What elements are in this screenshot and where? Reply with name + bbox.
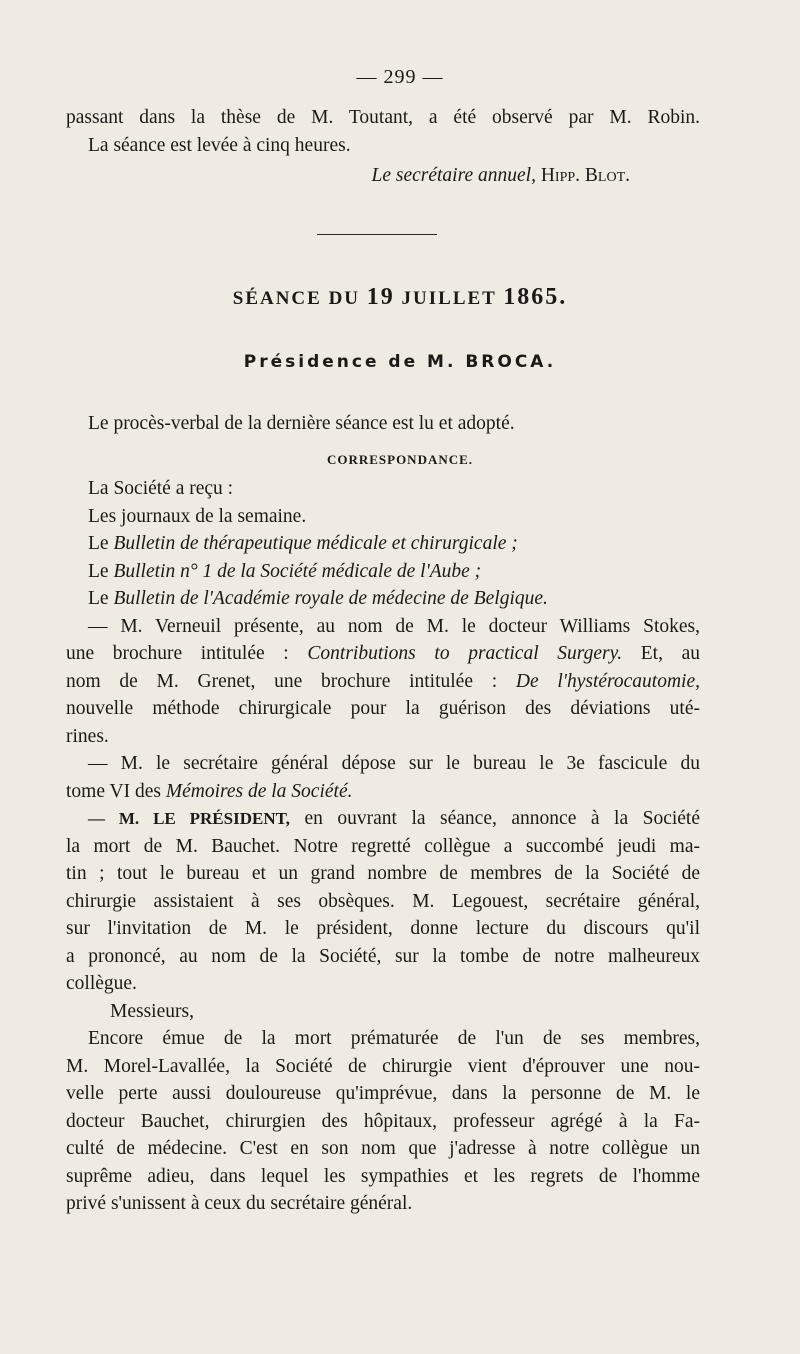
text-span: une brochure intitulée : xyxy=(66,643,289,664)
text-line: docteur Bauchet, chirurgien des hôpitaux, professeur agrégé à la Fa- xyxy=(66,1110,700,1132)
signature xyxy=(66,162,700,190)
text-line xyxy=(66,640,700,668)
text-line: culté de médecine. C'est en son nom que j'adresse à notre collègue un xyxy=(66,1138,700,1159)
text-span: Et, au xyxy=(640,643,701,664)
body-text xyxy=(66,475,700,1218)
text-line: rines. xyxy=(66,725,109,747)
signature-role: Le secrétaire annuel, xyxy=(371,165,536,186)
text-line xyxy=(66,778,700,806)
text-span: Le xyxy=(88,533,109,554)
session-day: 19 xyxy=(366,284,395,310)
correspondence-heading: CORRESPONDANCE. xyxy=(326,452,474,467)
text-line: privé s'unissent à ceux du secrétaire général. xyxy=(66,1193,413,1214)
top-paragraph xyxy=(66,104,700,190)
page-number: — 299 — xyxy=(356,66,444,88)
text-line: — M. Verneuil présente, au nom de M. le docteur Williams Stokes, xyxy=(88,615,700,637)
text-line: collègue. xyxy=(66,973,137,994)
president-label: — M. LE PRÉSIDENT, xyxy=(88,809,290,828)
text-line: tin ; tout le bureau et un grand nombre de membres de la Société de xyxy=(66,863,700,884)
text-line: Les journaux de la semaine. xyxy=(88,505,307,527)
minutes-paragraph xyxy=(66,410,700,438)
text-line: suprême adieu, dans lequel les sympathies et les regrets de l'homme xyxy=(66,1165,700,1187)
publication-title: De l'hystérocautomie, xyxy=(515,670,701,692)
speech-salutation: Messieurs, xyxy=(110,1000,194,1022)
section-divider xyxy=(317,234,437,235)
text-line: nouvelle méthode chirurgicale pour la guérison des déviations uté- xyxy=(66,698,700,719)
text-line: a prononcé, au nom de la Société, sur la tombe de notre malheureux xyxy=(66,945,700,967)
text-line: sur l'invitation de M. le président, donne lecture du discours qu'il xyxy=(66,918,700,939)
session-prefix: SÉANCE DU xyxy=(232,288,361,309)
text-line: velle perte aussi douloureuse qu'imprévue, dans la personne de M. le xyxy=(66,1083,700,1104)
text-line: la mort de M. Bauchet. Notre regretté collègue a succombé jeudi ma- xyxy=(66,835,700,857)
publication-title: Mémoires de la Société. xyxy=(165,780,353,802)
text-line: M. Morel-Lavallée, la Société de chirurgie vient d'éprouver une nou- xyxy=(66,1055,700,1077)
text-line: La séance est levée à cinq heures. xyxy=(88,134,351,156)
session-month: JUILLET xyxy=(401,288,497,309)
publication-title: Bulletin de l'Académie royale de médecine de Belgique. xyxy=(113,588,548,609)
text-line xyxy=(66,558,700,586)
session-year: 1865. xyxy=(503,284,568,310)
text-line: Le procès-verbal de la dernière séance est lu et adopté. xyxy=(88,413,515,434)
text-line: La Société a reçu : xyxy=(88,478,234,499)
publication-title: Contributions to practical Surgery. xyxy=(307,643,623,664)
session-heading xyxy=(0,284,800,311)
presidency-heading: Présidence de M. BROCA. xyxy=(243,352,557,372)
text-line: passant dans la thèse de M. Toutant, a été observé par M. Robin. xyxy=(66,107,700,128)
text-span: nom de M. Grenet, une brochure intitulée : xyxy=(66,670,498,692)
text-span: Le xyxy=(88,588,109,609)
text-line: Encore émue de la mort prématurée de l'un de ses membres, xyxy=(88,1028,700,1049)
text-line xyxy=(66,668,700,696)
text-line: chirurgie assistaient à ses obsèques. M. Legouest, secrétaire général, xyxy=(66,890,700,912)
text-span: Le xyxy=(88,560,109,582)
text-span: en ouvrant la séance, annonce à la Société xyxy=(304,808,701,829)
publication-title: Bulletin n° 1 de la Société médicale de l'Aube ; xyxy=(113,560,482,582)
publication-title: Bulletin de thérapeutique médicale et chirurgicale ; xyxy=(113,533,518,554)
text-line: — M. le secrétaire général dépose sur le bureau le 3e fascicule du xyxy=(88,753,700,774)
text-line xyxy=(66,805,700,833)
text-span: tome VI des xyxy=(66,780,161,802)
text-line xyxy=(66,530,700,558)
signature-name: Hipp. Blot. xyxy=(540,165,630,186)
text-line xyxy=(66,585,700,613)
